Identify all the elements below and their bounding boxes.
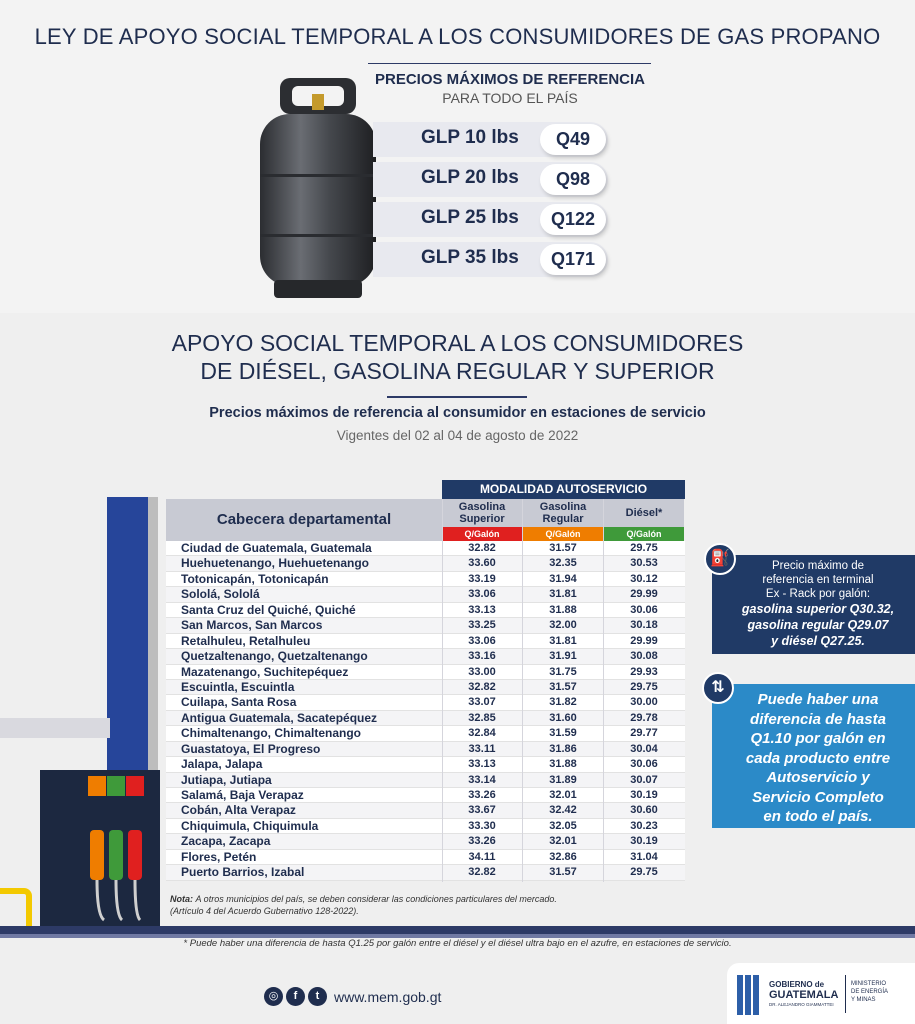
table-row xyxy=(166,634,685,649)
table-row xyxy=(166,865,685,880)
propane-subtitle: PRECIOS MÁXIMOS DE REFERENCIA xyxy=(374,71,646,88)
bollard-rail xyxy=(0,888,32,928)
department-name: San Marcos, San Marcos xyxy=(181,618,323,633)
table-row xyxy=(166,803,685,818)
ex-rack-line: referencia en terminal xyxy=(762,574,874,586)
table-row xyxy=(166,572,685,587)
unit-superior: Q/Galón xyxy=(442,527,522,541)
price-diesel: 30.07 xyxy=(630,773,658,786)
government-logo xyxy=(727,963,915,1024)
gov-line2: GUATEMALA xyxy=(769,989,839,1001)
price-difference-box xyxy=(711,679,915,828)
table-row xyxy=(166,711,685,726)
price-regular: 32.05 xyxy=(549,819,577,832)
price-diesel: 29.93 xyxy=(630,665,658,678)
price-superior: 33.11 xyxy=(468,742,496,755)
glp-label: GLP 35 lbs xyxy=(421,247,519,268)
price-superior: 33.26 xyxy=(468,835,496,848)
department-name: Mazatenango, Suchitepéquez xyxy=(181,664,349,679)
propane-law-title: LEY DE APOYO SOCIAL TEMPORAL A LOS CONSUMIDORES DE GAS PROPANO xyxy=(34,24,881,49)
title-divider xyxy=(368,63,651,64)
price-regular: 31.75 xyxy=(549,665,577,678)
col-header-line: Gasolina xyxy=(458,501,506,513)
glp-label: GLP 10 lbs xyxy=(421,127,519,148)
column-divider xyxy=(522,499,523,882)
col-header-line: Gasolina xyxy=(539,501,587,513)
department-name: Antigua Guatemala, Sacatepéquez xyxy=(181,710,378,725)
price-superior: 33.13 xyxy=(468,603,496,616)
ground-strip xyxy=(0,926,915,934)
fuel-title-divider xyxy=(387,396,527,398)
price-superior: 33.67 xyxy=(468,804,496,817)
glp-row-20 xyxy=(373,162,608,197)
department-name: Cuilapa, Santa Rosa xyxy=(181,695,297,710)
difference-line: diferencia de hasta xyxy=(750,710,886,728)
price-superior: 33.25 xyxy=(468,619,496,632)
fuel-support-title xyxy=(0,329,915,385)
department-name: Huehuetenango, Huehuetenango xyxy=(181,556,370,571)
gov-line1: GOBIERNO de xyxy=(769,980,825,989)
price-superior: 33.06 xyxy=(468,588,496,601)
price-regular: 32.01 xyxy=(549,835,577,848)
logo-separator xyxy=(845,975,846,1013)
price-superior: 33.14 xyxy=(468,773,496,786)
price-superior: 33.60 xyxy=(468,557,496,570)
price-regular: 31.60 xyxy=(549,711,577,724)
fuel-subtitle: Precios máximos de referencia al consumidor en estaciones de servicio xyxy=(209,405,706,421)
fuel-pump-icon: ⛽ xyxy=(704,543,736,575)
glp-row-35 xyxy=(373,242,608,277)
price-diesel: 30.06 xyxy=(630,758,658,771)
social-links xyxy=(264,987,441,1007)
difference-line: Autoservicio y xyxy=(766,769,870,786)
unit-diesel: Q/Galón xyxy=(604,527,684,541)
column-divider xyxy=(442,499,443,882)
department-name: Totonicapán, Totonicapán xyxy=(181,571,329,586)
note-label: Nota: xyxy=(170,894,193,904)
gas-cylinder-illustration xyxy=(250,74,386,302)
table-row xyxy=(166,603,685,618)
department-name: Guastatoya, El Progreso xyxy=(181,741,321,756)
price-regular: 31.88 xyxy=(549,603,577,616)
table-body xyxy=(166,541,685,881)
price-regular: 31.57 xyxy=(549,866,577,879)
table-row xyxy=(166,773,685,788)
table-row xyxy=(166,819,685,834)
fuel-pump-illustration xyxy=(40,770,160,927)
price-superior: 32.84 xyxy=(468,727,496,740)
fuel-title-line1: APOYO SOCIAL TEMPORAL A LOS CONSUMIDORES xyxy=(171,330,744,356)
difference-line: Q1.10 por galón en xyxy=(750,730,886,747)
col-header-regular xyxy=(523,499,603,527)
price-regular: 31.88 xyxy=(549,758,577,771)
col-header-superior xyxy=(442,499,522,527)
ex-rack-text xyxy=(724,559,912,649)
propane-subtitle-scope: PARA TODO EL PAÍS xyxy=(442,90,578,106)
department-name: Escuintla, Escuintla xyxy=(181,679,295,694)
price-diesel: 31.04 xyxy=(630,850,658,863)
glp-row-25 xyxy=(373,202,608,237)
price-regular: 32.86 xyxy=(549,850,577,863)
col-header-line: Diésel* xyxy=(625,507,663,519)
ministry-name xyxy=(851,980,888,1004)
price-diesel: 30.06 xyxy=(630,603,658,616)
table-row xyxy=(166,726,685,741)
department-name: Chimaltenango, Chimaltenango xyxy=(181,726,362,741)
table-row xyxy=(166,834,685,849)
col-header-line: Regular xyxy=(542,513,584,525)
ex-rack-price-box xyxy=(710,550,915,654)
cabecera-header: Cabecera departamental xyxy=(166,499,442,541)
station-awning xyxy=(0,718,110,738)
column-divider xyxy=(603,499,604,882)
price-regular: 31.91 xyxy=(549,650,577,663)
table-row xyxy=(166,695,685,710)
propane-section xyxy=(0,0,915,313)
price-diesel: 30.18 xyxy=(630,619,658,632)
price-diesel: 29.77 xyxy=(630,727,658,740)
price-diesel: 30.60 xyxy=(630,804,658,817)
ministry-line: DE ENERGÍA xyxy=(851,989,889,995)
price-superior: 33.30 xyxy=(468,819,496,832)
price-diesel: 29.78 xyxy=(630,711,658,724)
guatemala-emblem-icon xyxy=(737,975,763,1015)
price-diesel: 29.99 xyxy=(630,634,658,647)
ex-rack-line: Precio máximo de xyxy=(771,560,865,572)
department-name: Zacapa, Zacapa xyxy=(181,834,271,849)
price-diesel: 30.53 xyxy=(630,557,658,570)
difference-line: en todo el país. xyxy=(763,808,873,825)
price-diesel: 30.04 xyxy=(630,742,658,755)
modalidad-header: MODALIDAD AUTOSERVICIO xyxy=(442,480,685,499)
table-row xyxy=(166,742,685,757)
department-name: Retalhuleu, Retalhuleu xyxy=(181,633,311,648)
difference-line: Puede haber una xyxy=(757,691,879,708)
price-regular: 31.59 xyxy=(549,727,577,740)
table-row xyxy=(166,850,685,865)
price-regular: 31.81 xyxy=(549,588,577,601)
price-regular: 31.94 xyxy=(549,572,577,585)
col-header-diesel xyxy=(604,499,684,527)
price-regular: 32.00 xyxy=(549,619,577,632)
fuel-title-line2: DE DIÉSEL, GASOLINA REGULAR Y SUPERIOR xyxy=(200,358,715,384)
table-row xyxy=(166,649,685,664)
table-row xyxy=(166,556,685,571)
price-superior: 33.16 xyxy=(468,650,496,663)
department-name: Santa Cruz del Quiché, Quiché xyxy=(181,602,356,617)
department-name: Jalapa, Jalapa xyxy=(181,757,263,772)
glp-price: Q49 xyxy=(540,124,606,155)
table-row xyxy=(166,541,685,556)
price-regular: 32.35 xyxy=(549,557,577,570)
price-difference-text xyxy=(724,690,912,827)
price-superior: 32.85 xyxy=(468,711,496,724)
department-name: Puerto Barrios, Izabal xyxy=(181,865,305,880)
price-superior: 33.26 xyxy=(468,789,496,801)
table-row xyxy=(166,665,685,680)
price-superior: 33.00 xyxy=(468,665,496,678)
twitter-icon[interactable]: t xyxy=(308,987,327,1006)
note-reference: (Artículo 4 del Acuerdo Gubernativo 128-2022). xyxy=(170,906,359,916)
glp-label: GLP 25 lbs xyxy=(421,207,519,228)
ex-rack-regular: gasolina regular Q29.07 xyxy=(747,618,889,632)
price-superior: 33.13 xyxy=(468,758,496,771)
price-superior: 33.06 xyxy=(468,634,496,647)
price-diesel: 30.08 xyxy=(630,650,658,663)
price-regular: 31.57 xyxy=(549,542,577,554)
department-name: Quetzaltenango, Quetzaltenango xyxy=(181,649,368,664)
price-diesel: 29.75 xyxy=(630,680,658,693)
price-superior: 32.82 xyxy=(468,866,496,879)
price-diesel: 29.75 xyxy=(630,866,658,879)
website-link[interactable]: www.mem.gob.gt xyxy=(334,988,442,1005)
difference-line: cada producto entre xyxy=(745,749,891,767)
department-name: Ciudad de Guatemala, Guatemala xyxy=(181,541,372,555)
price-superior: 33.19 xyxy=(468,572,496,585)
price-superior: 34.11 xyxy=(468,850,496,863)
validity-dates: Vigentes del 02 al 04 de agosto de 2022 xyxy=(336,428,579,443)
price-regular: 32.42 xyxy=(549,804,577,817)
facebook-icon[interactable]: f xyxy=(286,987,305,1006)
price-regular: 31.89 xyxy=(549,773,577,786)
glp-row-10 xyxy=(373,122,608,157)
price-regular: 32.01 xyxy=(549,789,577,801)
department-name: Chiquimula, Chiquimula xyxy=(181,818,319,833)
price-diesel: 30.00 xyxy=(630,696,658,709)
department-name: Jutiapa, Jutiapa xyxy=(181,772,272,787)
glp-label: GLP 20 lbs xyxy=(421,167,519,188)
price-diesel: 29.75 xyxy=(630,542,658,554)
price-diesel: 29.99 xyxy=(630,588,658,601)
price-regular: 31.86 xyxy=(549,742,577,755)
price-superior: 32.82 xyxy=(468,542,496,554)
glp-price: Q171 xyxy=(540,244,606,275)
ex-rack-diesel: y diésel Q27.25. xyxy=(771,634,865,648)
department-name: Sololá, Sololá xyxy=(181,587,260,602)
table-row xyxy=(166,757,685,772)
price-superior: 33.07 xyxy=(468,696,496,709)
up-down-arrows-icon: ⇅ xyxy=(702,672,734,704)
table-row xyxy=(166,587,685,602)
table-row xyxy=(166,680,685,695)
ministry-line: MINISTERIO xyxy=(851,981,887,987)
table-row xyxy=(166,788,685,803)
instagram-icon[interactable]: ◎ xyxy=(264,987,283,1006)
ex-rack-superior: gasolina superior Q30.32, xyxy=(741,602,895,616)
department-name: Cobán, Alta Verapaz xyxy=(181,803,296,818)
col-header-line: Superior xyxy=(459,513,505,525)
price-diesel: 30.19 xyxy=(630,789,658,801)
table-note xyxy=(170,893,690,917)
price-diesel: 30.19 xyxy=(630,835,658,848)
gov-line3: DR. ALEJANDRO GIAMMATTEI xyxy=(769,1002,834,1007)
diesel-footnote: * Puede haber una diferencia de hasta Q1.25 por galón entre el diésel y el diésel ultra bajo en el azufre, en estaciones de servicio. xyxy=(183,938,732,949)
department-name: Salamá, Baja Verapaz xyxy=(181,788,304,802)
note-text: A otros municipios del país, se deben considerar las condiciones particulares del mercado. xyxy=(195,894,557,904)
ministry-line: Y MINAS xyxy=(851,997,876,1003)
price-regular: 31.81 xyxy=(549,634,577,647)
price-diesel: 30.23 xyxy=(630,819,658,832)
unit-regular: Q/Galón xyxy=(523,527,603,541)
department-name: Flores, Petén xyxy=(181,849,257,864)
price-diesel: 30.12 xyxy=(630,572,658,585)
fuel-nozzles-icon xyxy=(40,770,160,927)
glp-price: Q98 xyxy=(540,164,606,195)
price-regular: 31.57 xyxy=(549,680,577,693)
table-row xyxy=(166,618,685,633)
glp-price: Q122 xyxy=(540,204,606,235)
difference-line: Servicio Completo xyxy=(752,788,884,806)
ex-rack-line: Ex - Rack por galón: xyxy=(765,588,871,600)
price-regular: 31.82 xyxy=(549,696,577,709)
price-superior: 32.82 xyxy=(468,680,496,693)
